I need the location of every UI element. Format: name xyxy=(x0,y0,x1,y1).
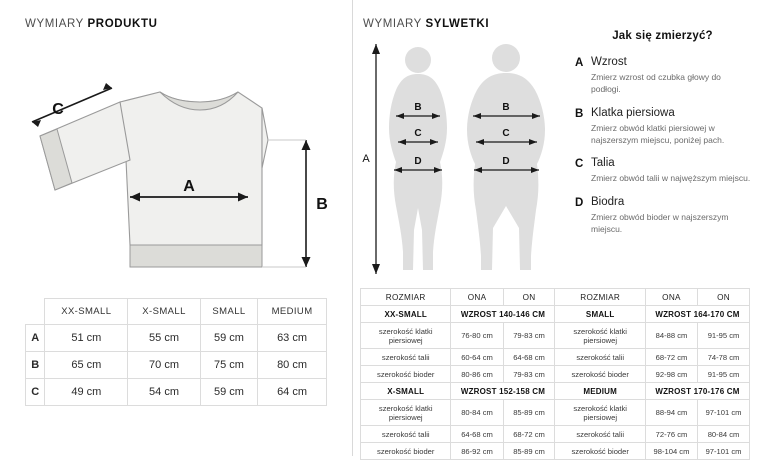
table-row xyxy=(26,325,327,352)
table-row xyxy=(26,379,327,406)
header-ona-left: ONA xyxy=(451,289,503,306)
g2-r2-on-left: 68-72 cm xyxy=(503,426,555,443)
cell-b-medium: 80 cm xyxy=(258,352,327,379)
g1-r1-label-right: szerokość klatki piersiowej xyxy=(555,323,645,349)
group1-left-height: WZROST 140-146 CM xyxy=(451,306,555,323)
cell-a-small: 59 cm xyxy=(200,325,257,352)
cell-a-xxsmall: 51 cm xyxy=(45,325,128,352)
row-label-b: B xyxy=(26,352,45,379)
table-row xyxy=(361,366,750,383)
silhouette-illustration xyxy=(360,30,590,290)
g2-r2-label-right: szerokość talii xyxy=(555,426,645,443)
g2-r1-ona-left: 80-84 cm xyxy=(451,400,503,426)
howto-letter-a: A xyxy=(575,57,584,69)
howto-letter-d: D xyxy=(575,196,584,209)
g2-r1-ona-right: 88-94 cm xyxy=(645,400,697,426)
g1-r3-on-right: 91-95 cm xyxy=(698,366,750,383)
cell-c-xxsmall: 49 cm xyxy=(45,379,128,406)
table-row xyxy=(361,323,750,349)
row-label-c: C xyxy=(26,379,45,406)
g1-r1-label-left: szerokość klatki piersiowej xyxy=(361,323,451,349)
silhouette-label-a: A xyxy=(362,153,370,165)
table-corner-cell xyxy=(26,299,45,325)
garment-label-c: C xyxy=(52,101,64,118)
g1-r1-on-left: 79-83 cm xyxy=(503,323,555,349)
how-to-measure-panel xyxy=(575,30,753,246)
column-header-xxsmall: XX-SMALL xyxy=(45,299,128,325)
g2-r3-label-left: szerokość bioder xyxy=(361,443,451,460)
g2-r3-label-right: szerokość bioder xyxy=(555,443,645,460)
right-heading-bold: SYLWETKI xyxy=(425,18,490,30)
vertical-divider xyxy=(352,0,353,456)
silhouettes-svg xyxy=(360,30,590,290)
group1-right-height: WZROST 164-170 CM xyxy=(645,306,749,323)
cell-b-xxsmall: 65 cm xyxy=(45,352,128,379)
left-heading-bold: PRODUKTU xyxy=(87,18,158,30)
howto-desc-a: Zmierz wzrost od czubka głowy do podłogi. xyxy=(591,72,721,95)
g2-r2-ona-right: 72-76 cm xyxy=(645,426,697,443)
cell-a-xsmall: 55 cm xyxy=(128,325,201,352)
male-label-c: C xyxy=(502,128,510,139)
header-ona-right: ONA xyxy=(645,289,697,306)
table-row xyxy=(361,349,750,366)
group1-left-size: XX-SMALL xyxy=(361,306,451,323)
column-header-small: SMALL xyxy=(200,299,257,325)
group2-left-size: X-SMALL xyxy=(361,383,451,400)
table-header-row xyxy=(361,289,750,306)
cell-c-medium: 64 cm xyxy=(258,379,327,406)
table-row xyxy=(361,443,750,460)
howto-desc-b: Zmierz obwód klatki piersiowej w najszerszym miejscu, poniżej pach. xyxy=(591,122,725,145)
body-measurements-table xyxy=(360,288,750,460)
how-to-measure-title: Jak się zmierzyć? xyxy=(612,30,713,42)
group2-left-height: WZROST 152-158 CM xyxy=(451,383,555,400)
g1-r2-on-left: 64-68 cm xyxy=(503,349,555,366)
g2-r1-on-left: 85-89 cm xyxy=(503,400,555,426)
cell-b-small: 75 cm xyxy=(200,352,257,379)
female-label-c: C xyxy=(414,128,422,139)
column-header-xsmall: X-SMALL xyxy=(128,299,201,325)
g1-r3-ona-right: 92-98 cm xyxy=(645,366,697,383)
header-rozmiar-right: ROZMIAR xyxy=(555,289,645,306)
g2-r3-ona-right: 98-104 cm xyxy=(645,443,697,460)
male-label-b: B xyxy=(502,102,510,113)
group2-right-height: WZROST 170-176 CM xyxy=(645,383,749,400)
g1-r2-label-left: szerokość talii xyxy=(361,349,451,366)
right-panel-heading xyxy=(363,18,489,30)
g1-r1-on-right: 91-95 cm xyxy=(698,323,750,349)
table-group-header-row xyxy=(361,383,750,400)
howto-name-d: Biodra xyxy=(591,195,625,208)
row-label-a: A xyxy=(26,325,45,352)
g2-r3-ona-left: 86-92 cm xyxy=(451,443,503,460)
male-label-d: D xyxy=(502,156,510,167)
howto-desc-c: Zmierz obwód talii w najwęższym miejscu. xyxy=(591,173,751,184)
table-row xyxy=(26,352,327,379)
garment-label-a: A xyxy=(183,178,195,195)
howto-letter-b: B xyxy=(575,107,584,120)
right-heading-prefix: WYMIARY xyxy=(363,18,426,30)
g2-r1-on-right: 97-101 cm xyxy=(698,400,750,426)
howto-letter-c: C xyxy=(575,158,584,171)
g1-r1-ona-right: 84-88 cm xyxy=(645,323,697,349)
left-panel-heading xyxy=(25,18,158,30)
table-header-row xyxy=(26,299,327,325)
table-group-header-row xyxy=(361,306,750,323)
howto-desc-d: Zmierz obwód bioder w najszerszym miejscu. xyxy=(591,211,729,234)
product-measurements-table xyxy=(25,298,327,406)
g2-r3-on-left: 85-89 cm xyxy=(503,443,555,460)
howto-item-chest xyxy=(575,107,753,147)
howto-item-waist xyxy=(575,157,753,184)
g1-r2-ona-left: 60-64 cm xyxy=(451,349,503,366)
g2-r1-label-left: szerokość klatki piersiowej xyxy=(361,400,451,426)
howto-name-b: Klatka piersiowa xyxy=(591,106,675,119)
g1-r2-ona-right: 68-72 cm xyxy=(645,349,697,366)
group2-right-size: MEDIUM xyxy=(555,383,645,400)
garment-illustration xyxy=(0,40,352,290)
howto-name-c: Talia xyxy=(591,157,615,170)
left-heading-prefix: WYMIARY xyxy=(25,18,88,30)
group1-right-size: SMALL xyxy=(555,306,645,323)
g2-r2-ona-left: 64-68 cm xyxy=(451,426,503,443)
g2-r3-on-right: 97-101 cm xyxy=(698,443,750,460)
cell-c-small: 59 cm xyxy=(200,379,257,406)
table-row xyxy=(361,426,750,443)
g1-r3-on-left: 79-83 cm xyxy=(503,366,555,383)
cell-a-medium: 63 cm xyxy=(258,325,327,352)
header-on-left: ON xyxy=(503,289,555,306)
cell-b-xsmall: 70 cm xyxy=(128,352,201,379)
header-rozmiar-left: ROZMIAR xyxy=(361,289,451,306)
header-on-right: ON xyxy=(698,289,750,306)
table-row xyxy=(361,400,750,426)
column-header-medium: MEDIUM xyxy=(258,299,327,325)
female-label-b: B xyxy=(414,102,422,113)
g1-r2-label-right: szerokość talii xyxy=(555,349,645,366)
g1-r3-label-left: szerokość bioder xyxy=(361,366,451,383)
g1-r3-ona-left: 80-86 cm xyxy=(451,366,503,383)
sweatshirt-svg xyxy=(0,40,352,290)
female-label-d: D xyxy=(414,156,422,167)
howto-name-a: Wzrost xyxy=(591,56,627,68)
howto-item-hips xyxy=(575,196,753,236)
g1-r2-on-right: 74-78 cm xyxy=(698,349,750,366)
g1-r1-ona-left: 76-80 cm xyxy=(451,323,503,349)
garment-label-b: B xyxy=(316,196,328,213)
g2-r1-label-right: szerokość klatki piersiowej xyxy=(555,400,645,426)
howto-item-height xyxy=(575,56,753,96)
cell-c-xsmall: 54 cm xyxy=(128,379,201,406)
g1-r3-label-right: szerokość bioder xyxy=(555,366,645,383)
g2-r2-on-right: 80-84 cm xyxy=(698,426,750,443)
g2-r2-label-left: szerokość talii xyxy=(361,426,451,443)
